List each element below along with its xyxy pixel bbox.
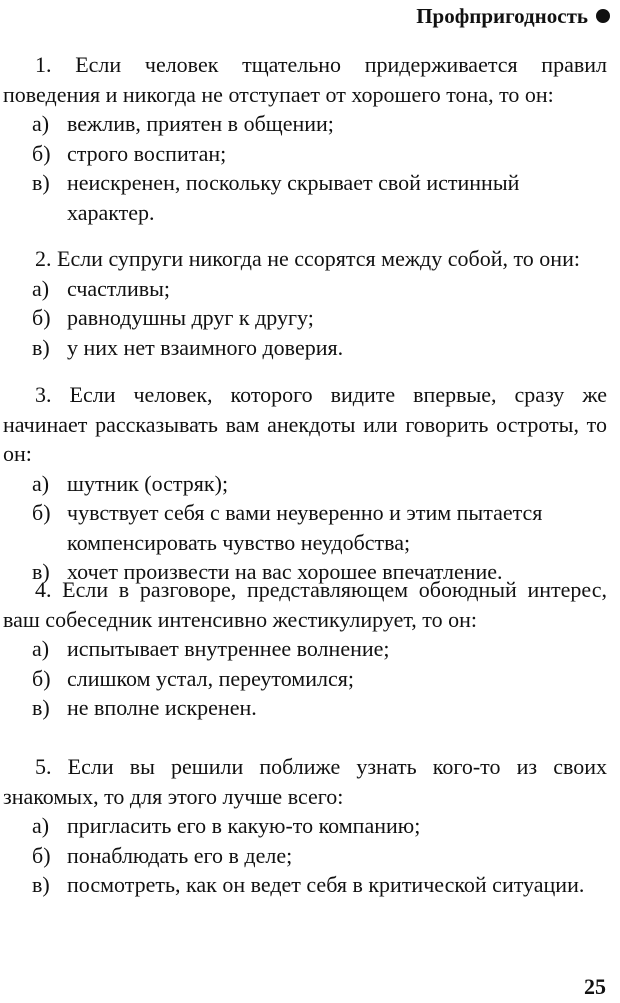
question-stem: 3. Если человек, которого видите впервые, сразу же начинает рассказывать вам анекдоты или говорить остроты, то он: <box>3 382 607 466</box>
option-text: понаблюдать его в деле; <box>67 842 293 868</box>
question-3 <box>3 380 607 587</box>
question-5 <box>3 752 607 900</box>
answer-option <box>3 870 607 900</box>
section-title: Профпригодность <box>416 4 588 28</box>
question-stem: 4. Если в разговоре, представляющем обоюдный интерес, ваш собеседник интенсивно жестикулирует, то он: <box>3 577 607 632</box>
answer-option <box>3 303 607 333</box>
option-text: вежлив, приятен в общении; <box>67 111 334 136</box>
option-letter: а) <box>32 470 50 496</box>
answer-option <box>3 634 607 664</box>
option-text: неискренен, поскольку скрывает свой истинный характер. <box>67 170 520 225</box>
option-letter: а) <box>32 111 50 136</box>
option-letter: а) <box>32 275 50 301</box>
page-number: 25 <box>584 974 606 999</box>
answer-option <box>3 139 607 169</box>
option-letter: в) <box>32 170 50 195</box>
answer-option <box>3 274 607 304</box>
question-stem: 1. Если человек тщательно придерживается правил поведения и никогда не отступает от хорошего тона, то он: <box>3 52 607 107</box>
option-text: пригласить его в какую-то компанию; <box>67 813 421 838</box>
option-letter: в) <box>32 334 50 360</box>
question-stem: 2. Если супруги никогда не ссорятся между собой, то они: <box>35 246 580 271</box>
question-2 <box>3 244 607 362</box>
option-text: чувствует себя с вами неуверенно и этим пытается компенсировать чувство неудобства; <box>67 500 543 555</box>
option-text: не вполне искренен. <box>67 695 257 720</box>
option-letter: б) <box>32 140 51 166</box>
question-4 <box>3 575 607 723</box>
option-letter: в) <box>32 872 50 897</box>
answer-option <box>3 664 607 694</box>
option-letter: б) <box>32 305 51 330</box>
option-text: испытывает внутреннее волнение; <box>67 636 390 661</box>
option-text: шутник (остряк); <box>67 470 229 496</box>
option-letter: б) <box>32 665 51 691</box>
option-letter: б) <box>32 842 51 868</box>
option-letter: в) <box>32 695 50 720</box>
option-letter: а) <box>32 636 50 661</box>
bullet-icon <box>596 9 610 23</box>
answer-option <box>3 498 607 557</box>
answer-option <box>3 168 607 227</box>
option-text: равнодушны друг к другу; <box>67 305 314 330</box>
option-text: посмотреть, как он ведет себя в критической ситуации. <box>67 872 585 897</box>
option-letter: а) <box>32 813 50 838</box>
option-text: хочет произвести на вас хорошее впечатление. <box>67 559 503 584</box>
answer-option <box>3 109 607 139</box>
option-text: у них нет взаимного доверия. <box>67 334 344 360</box>
option-letter: б) <box>32 500 51 525</box>
answer-option <box>3 811 607 841</box>
answer-option <box>3 469 607 499</box>
option-text: строго воспитан; <box>67 140 227 166</box>
option-text: слишком устал, переутомился; <box>67 665 354 691</box>
running-header <box>416 2 610 30</box>
answer-option <box>3 841 607 871</box>
question-stem: 5. Если вы решили поближе узнать кого-то из своих знакомых, то для этого лучше всего: <box>3 754 607 809</box>
option-letter: в) <box>32 559 50 584</box>
question-1 <box>3 50 607 227</box>
answer-option <box>3 333 607 363</box>
answer-option <box>3 693 607 723</box>
option-text: счастливы; <box>67 275 171 301</box>
